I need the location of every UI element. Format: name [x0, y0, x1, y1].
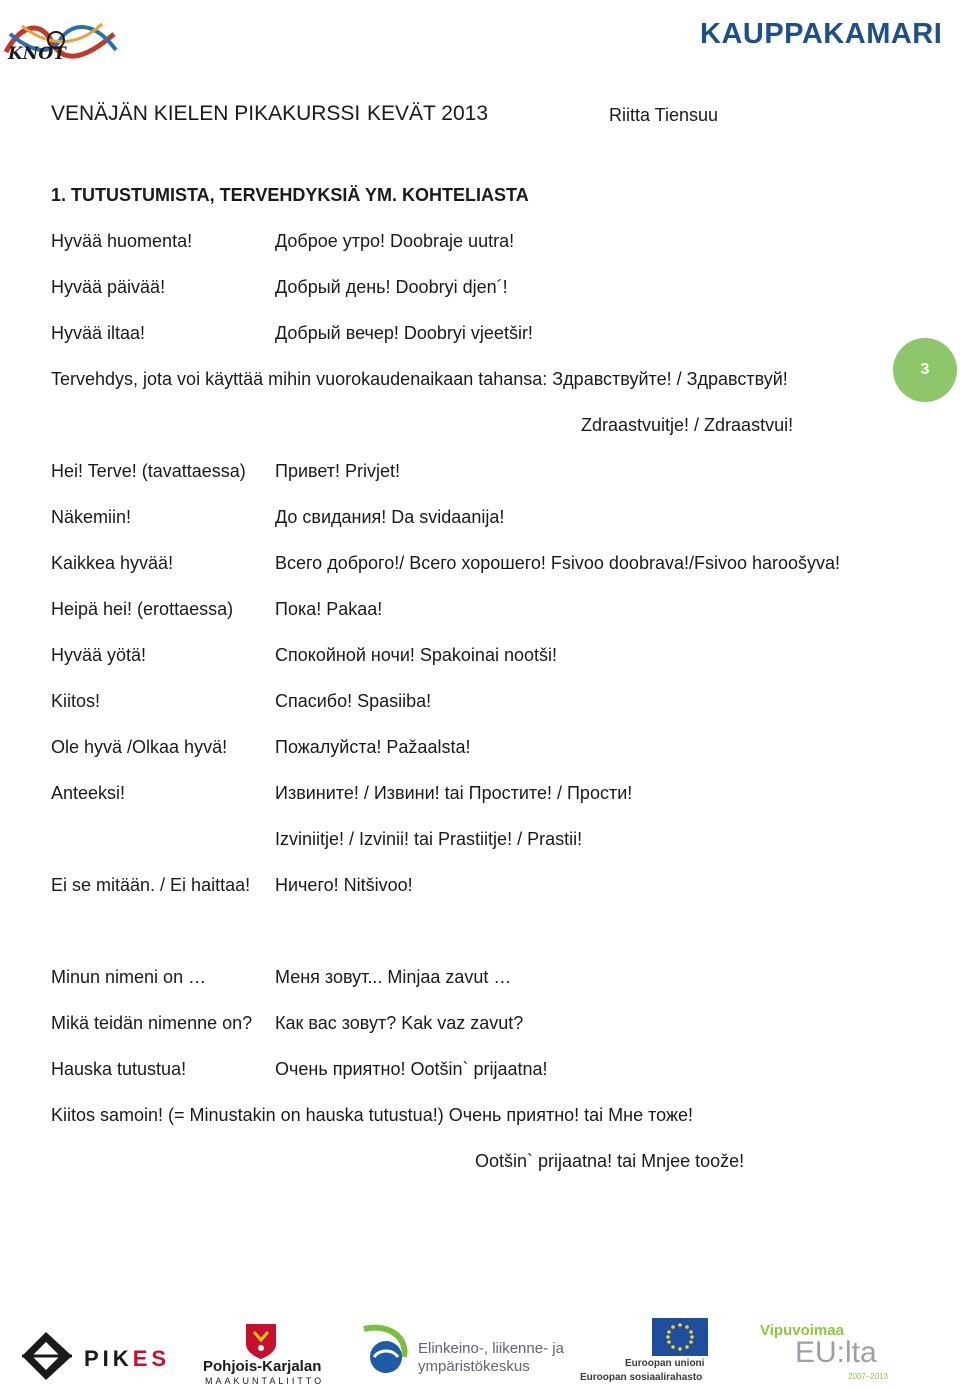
pikes-text: PIKES: [84, 1346, 171, 1371]
eu-label-line1: Euroopan unioni: [625, 1358, 705, 1369]
course-term: KEVÄT 2013: [367, 102, 489, 125]
phrase-ru: Ootšin` prijaatna! tai Mnjee toože!: [475, 1151, 745, 1171]
phrase-ru: Izviniitje! / Izvinii! tai Prastiitje! / Prastii!: [275, 829, 583, 849]
phrase-ru: Zdraastvuitje! / Zdraastvui!: [581, 415, 794, 435]
ely-keskus-name-line1: Elinkeino-, liikenne- ja: [418, 1340, 564, 1357]
phrase-fi: Tervehdys, jota voi käyttää mihin vuorokaudenaikaan tahansa: Здравствуйте! / Здравствуй!: [51, 369, 788, 389]
phrase-fi: Näkemiin!: [51, 507, 132, 527]
phrase-ru: Добрый день! Doobryi djen´!: [275, 277, 508, 297]
phrase-ru: Пожалуйста! Pažaalsta!: [275, 737, 471, 757]
phrase-ru: Добрый вечер! Doobryi vjeetšir!: [275, 323, 533, 343]
phrase-fi: Hyvää huomenta!: [51, 231, 193, 251]
pohjois-karjalan-name: Pohjois-Karjalan: [203, 1358, 322, 1375]
phrase-fi: Ei se mitään. / Ei haittaa!: [51, 875, 251, 895]
course-title: VENÄJÄN KIELEN PIKAKURSSI: [51, 102, 361, 125]
phrase-ru: Очень приятно! Ootšin` prijaatna!: [275, 1059, 548, 1079]
phrase-ru: Меня зовут... Minjaa zavut …: [275, 967, 512, 987]
phrase-fi: Heipä hei! (erottaessa): [51, 599, 234, 619]
phrase-fi: Hei! Terve! (tavattaessa): [51, 461, 246, 481]
eu-label-line2: Euroopan sosiaalirahasto: [580, 1372, 703, 1383]
phrase-ru: Привет! Privjet!: [275, 461, 401, 481]
phrase-ru: Как вас зовут? Kak vaz zavut?: [275, 1013, 524, 1033]
section-title: 1. TUTUSTUMISTA, TERVEHDYKSIÄ YM. KOHTELIASTA: [51, 185, 529, 205]
phrase-fi: Minun nimeni on …: [51, 967, 207, 987]
phrase-ru: Спасибо! Spasiiba!: [275, 691, 432, 711]
author-name: Riitta Tiensuu: [609, 105, 719, 125]
phrase-fi: Kiitos!: [51, 691, 101, 711]
phrase-ru: Ничего! Nitšivoo!: [275, 875, 413, 895]
knot-logo-text: KNOT: [8, 44, 66, 64]
phrase-fi: Anteeksi!: [51, 783, 126, 803]
phrase-ru: Пока! Pakaa!: [275, 599, 383, 619]
phrase-ru: Доброе утро! Doobraje uutra!: [275, 231, 515, 251]
phrase-fi: Mikä teidän nimenne on?: [51, 1013, 253, 1033]
phrase-ru: До свидания! Da svidaanija!: [275, 507, 505, 527]
phrase-fi: Hyvää päivää!: [51, 277, 166, 297]
pikes-logo-mark: [18, 1330, 76, 1382]
page-number-badge: 3: [893, 338, 957, 402]
phrase-ru: Извините! / Извини! tai Простите! / Прости!: [275, 783, 633, 803]
phrase-fi: Hyvää yötä!: [51, 645, 147, 665]
eu-lta-label: EU:lta: [795, 1336, 877, 1369]
phrase-fi: Ole hyvä /Olkaa hyvä!: [51, 737, 228, 757]
phrase-fi: Hyvää iltaa!: [51, 323, 146, 343]
programme-years-label: 2007–2013: [848, 1372, 889, 1381]
ely-keskus-name-line2: ympäristökeskus: [418, 1358, 530, 1375]
eu-flag-icon: [652, 1318, 708, 1356]
pohjois-karjala-shield: [244, 1322, 278, 1360]
maakuntaliitto-label: MAAKUNTALIITTO: [205, 1376, 325, 1386]
pikes-logo-text: [84, 1346, 170, 1372]
phrase-fi: Kaikkea hyvää!: [51, 553, 174, 573]
phrase-ru: Всего доброго!/ Всего хорошего! Fsivoo doobrava!/Fsivoo haroošyva!: [275, 553, 841, 573]
ely-keskus-logo-mark: [358, 1323, 410, 1379]
phrase-fi: Kiitos samoin! (= Minustakin on hauska tutustua!) Очень приятно! tai Мне тоже!: [51, 1105, 694, 1125]
phrase-ru: Спокойной ночи! Spakoinai nootši!: [275, 645, 557, 665]
phrase-fi: Hauska tutustua!: [51, 1059, 187, 1079]
kauppakamari-logo: KAUPPAKAMARI: [700, 18, 943, 50]
vipuvoimaa-label: Vipuvoimaa: [760, 1322, 844, 1339]
